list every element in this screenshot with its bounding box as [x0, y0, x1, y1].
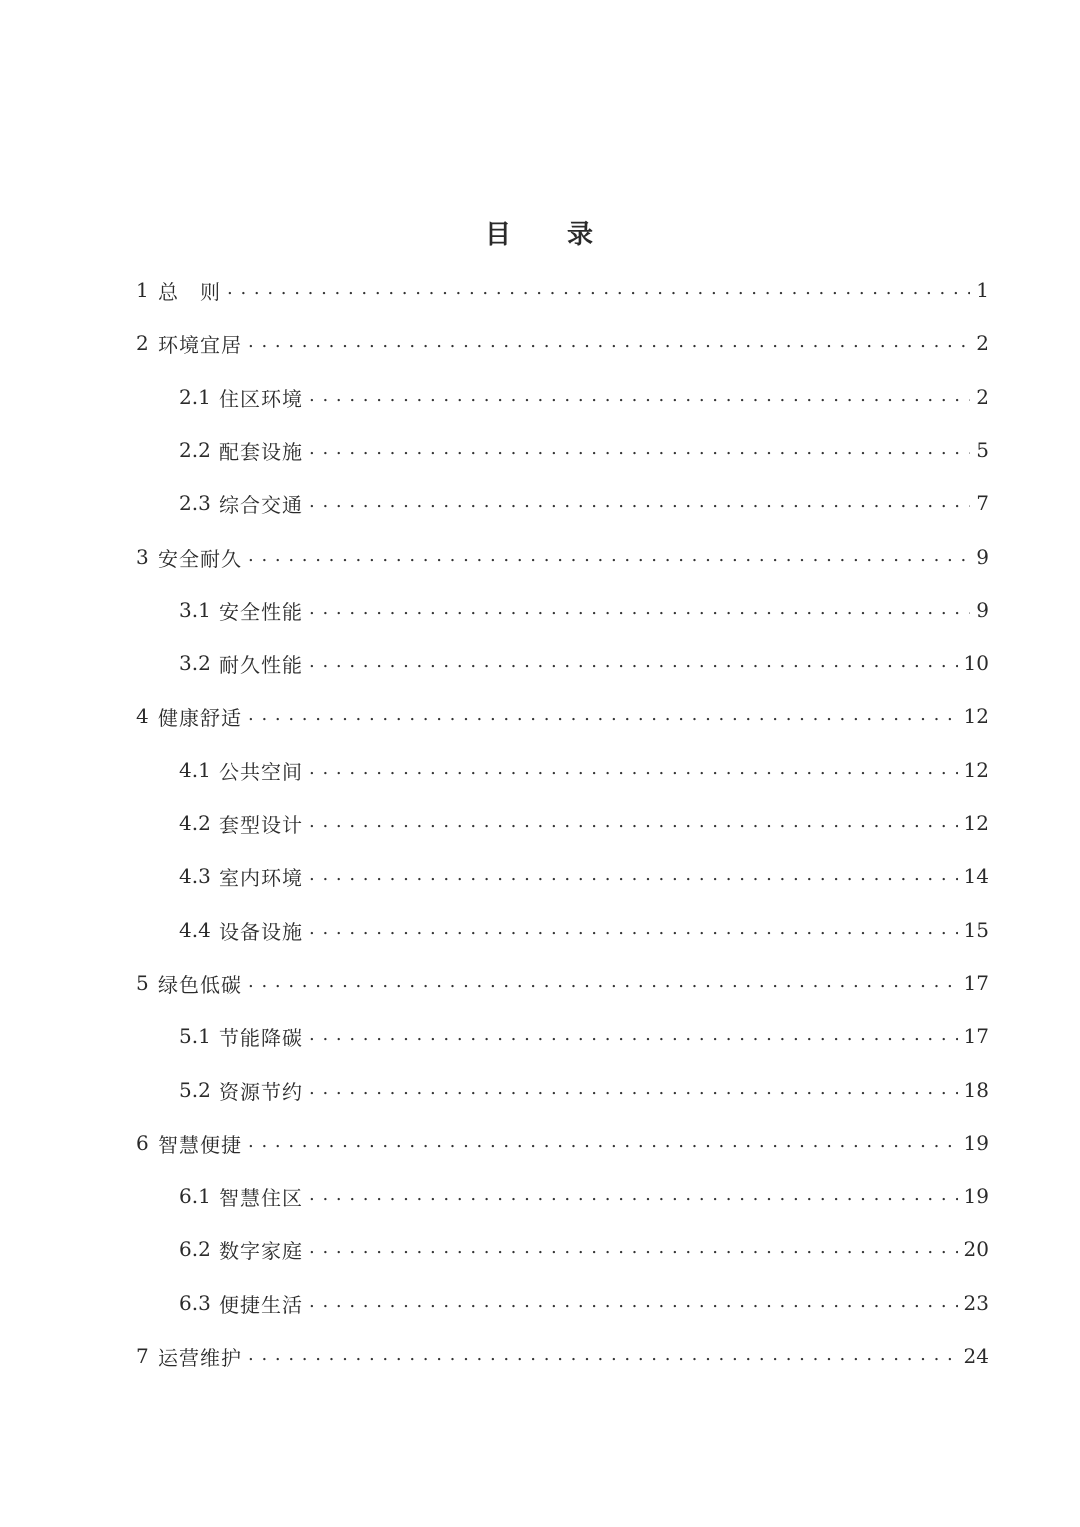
- toc-page-number: 2: [976, 385, 989, 409]
- toc-page-number: 2: [976, 331, 989, 355]
- toc-entry-number: 1: [136, 278, 149, 302]
- toc-page-number: 12: [963, 811, 989, 835]
- toc-section-entry[interactable]: [179, 803, 989, 843]
- toc-entry-title: 节能降碳: [219, 1025, 303, 1050]
- toc-title-char: 录: [567, 220, 596, 250]
- toc-section-entry[interactable]: [179, 430, 989, 470]
- toc-entry-number: 2: [136, 331, 149, 355]
- toc-section-entry[interactable]: [179, 377, 989, 417]
- toc-section-entry[interactable]: [179, 1070, 989, 1110]
- toc-dot-leader: [309, 1283, 958, 1323]
- toc-entry-title: 环境宜居: [158, 332, 242, 357]
- toc-entry-number: 4.4: [179, 918, 211, 942]
- toc-dot-leader: [309, 1070, 958, 1110]
- toc-entry-title: 住区环境: [219, 386, 303, 411]
- toc-dot-leader: [248, 1336, 958, 1376]
- toc-entry-title: 便捷生活: [219, 1292, 303, 1317]
- toc-entry-title: 健康舒适: [158, 705, 242, 730]
- toc-page-number: 20: [963, 1237, 989, 1261]
- toc-page-number: 24: [963, 1344, 989, 1368]
- toc-entry-title: 数字家庭: [219, 1238, 303, 1263]
- toc-section-entry[interactable]: [179, 1229, 989, 1269]
- toc-page-number: 5: [976, 438, 989, 462]
- toc-chapter-entry[interactable]: [136, 696, 989, 736]
- toc-entry-title: 总 则: [158, 279, 221, 304]
- toc-entry-title: 运营维护: [158, 1345, 242, 1370]
- toc-entry-number: 6.1: [179, 1184, 211, 1208]
- toc-section-entry[interactable]: [179, 1176, 989, 1216]
- toc-section-entry[interactable]: [179, 590, 989, 630]
- toc-dot-leader: [309, 590, 970, 630]
- toc-page-number: 14: [963, 864, 989, 888]
- toc-page-number: 12: [963, 758, 989, 782]
- toc-dot-leader: [248, 537, 970, 577]
- toc-dot-leader: [309, 803, 958, 843]
- toc-page-number: 18: [963, 1078, 989, 1102]
- toc-page-number: 19: [963, 1131, 989, 1155]
- toc-dot-leader: [309, 910, 958, 950]
- toc-page-number: 23: [963, 1291, 989, 1315]
- toc-entry-number: 3.2: [179, 651, 211, 675]
- toc-entry-number: 6.2: [179, 1237, 211, 1261]
- toc-section-entry[interactable]: [179, 856, 989, 896]
- toc-page-number: 19: [963, 1184, 989, 1208]
- toc-dot-leader: [309, 430, 970, 470]
- toc-section-entry[interactable]: [179, 643, 989, 683]
- toc-entry-title: 套型设计: [219, 812, 303, 837]
- toc-entry-number: 4: [136, 704, 149, 728]
- toc-entry-title: 智慧住区: [219, 1185, 303, 1210]
- toc-entry-number: 4.1: [179, 758, 211, 782]
- toc-entry-number: 2.1: [179, 385, 211, 409]
- toc-entry-title: 公共空间: [219, 759, 303, 784]
- toc-entry-title: 安全性能: [219, 599, 303, 624]
- toc-chapter-entry[interactable]: [136, 963, 989, 1003]
- toc-entry-title: 智慧便捷: [158, 1132, 242, 1157]
- toc-section-entry[interactable]: [179, 483, 989, 523]
- toc-dot-leader: [248, 1123, 958, 1163]
- toc-page-number: 9: [976, 598, 989, 622]
- toc-page-number: 7: [976, 491, 989, 515]
- toc-page-number: 9: [976, 545, 989, 569]
- toc-dot-leader: [309, 750, 958, 790]
- toc-entry-title: 室内环境: [219, 865, 303, 890]
- toc-entry-number: 4.3: [179, 864, 211, 888]
- toc-chapter-entry[interactable]: [136, 270, 989, 310]
- toc-entry-number: 2.3: [179, 491, 211, 515]
- toc-chapter-entry[interactable]: [136, 1336, 989, 1376]
- toc-chapter-entry[interactable]: [136, 1123, 989, 1163]
- toc-dot-leader: [309, 856, 958, 896]
- toc-page-number: 12: [963, 704, 989, 728]
- toc-dot-leader: [309, 643, 958, 683]
- toc-entry-number: 5.1: [179, 1024, 211, 1048]
- toc-page-number: 15: [963, 918, 989, 942]
- toc-entry-number: 3.1: [179, 598, 211, 622]
- toc-entry-number: 5: [136, 971, 149, 995]
- toc-title: [0, 214, 1080, 251]
- toc-entry-number: 3: [136, 545, 149, 569]
- toc-section-entry[interactable]: [179, 1016, 989, 1056]
- toc-entry-title: 绿色低碳: [158, 972, 242, 997]
- toc-dot-leader: [309, 1229, 958, 1269]
- toc-entry-title: 耐久性能: [219, 652, 303, 677]
- toc-entry-number: 4.2: [179, 811, 211, 835]
- toc-dot-leader: [309, 483, 970, 523]
- toc-dot-leader: [309, 377, 970, 417]
- toc-dot-leader: [248, 323, 970, 363]
- toc-entry-number: 6: [136, 1131, 149, 1155]
- toc-dot-leader: [248, 963, 958, 1003]
- toc-entry-number: 5.2: [179, 1078, 211, 1102]
- toc-dot-leader: [227, 270, 970, 310]
- toc-entry-title: 设备设施: [219, 919, 303, 944]
- toc-chapter-entry[interactable]: [136, 323, 989, 363]
- toc-entry-title: 综合交通: [219, 492, 303, 517]
- toc-section-entry[interactable]: [179, 750, 989, 790]
- toc-page-number: 1: [976, 278, 989, 302]
- toc-dot-leader: [309, 1176, 958, 1216]
- toc-dot-leader: [309, 1016, 958, 1056]
- toc-page-number: 17: [963, 971, 989, 995]
- toc-page-number: 17: [963, 1024, 989, 1048]
- toc-entry-title: 配套设施: [219, 439, 303, 464]
- toc-page-number: 10: [963, 651, 989, 675]
- toc-dot-leader: [248, 696, 958, 736]
- toc-entry-number: 2.2: [179, 438, 211, 462]
- toc-entry-title: 资源节约: [219, 1079, 303, 1104]
- toc-section-entry[interactable]: [179, 1283, 989, 1323]
- toc-title-char: 目: [484, 220, 513, 250]
- toc-chapter-entry[interactable]: [136, 537, 989, 577]
- toc-entry-number: 6.3: [179, 1291, 211, 1315]
- toc-section-entry[interactable]: [179, 910, 989, 950]
- toc-entry-number: 7: [136, 1344, 149, 1368]
- toc-entry-title: 安全耐久: [158, 546, 242, 571]
